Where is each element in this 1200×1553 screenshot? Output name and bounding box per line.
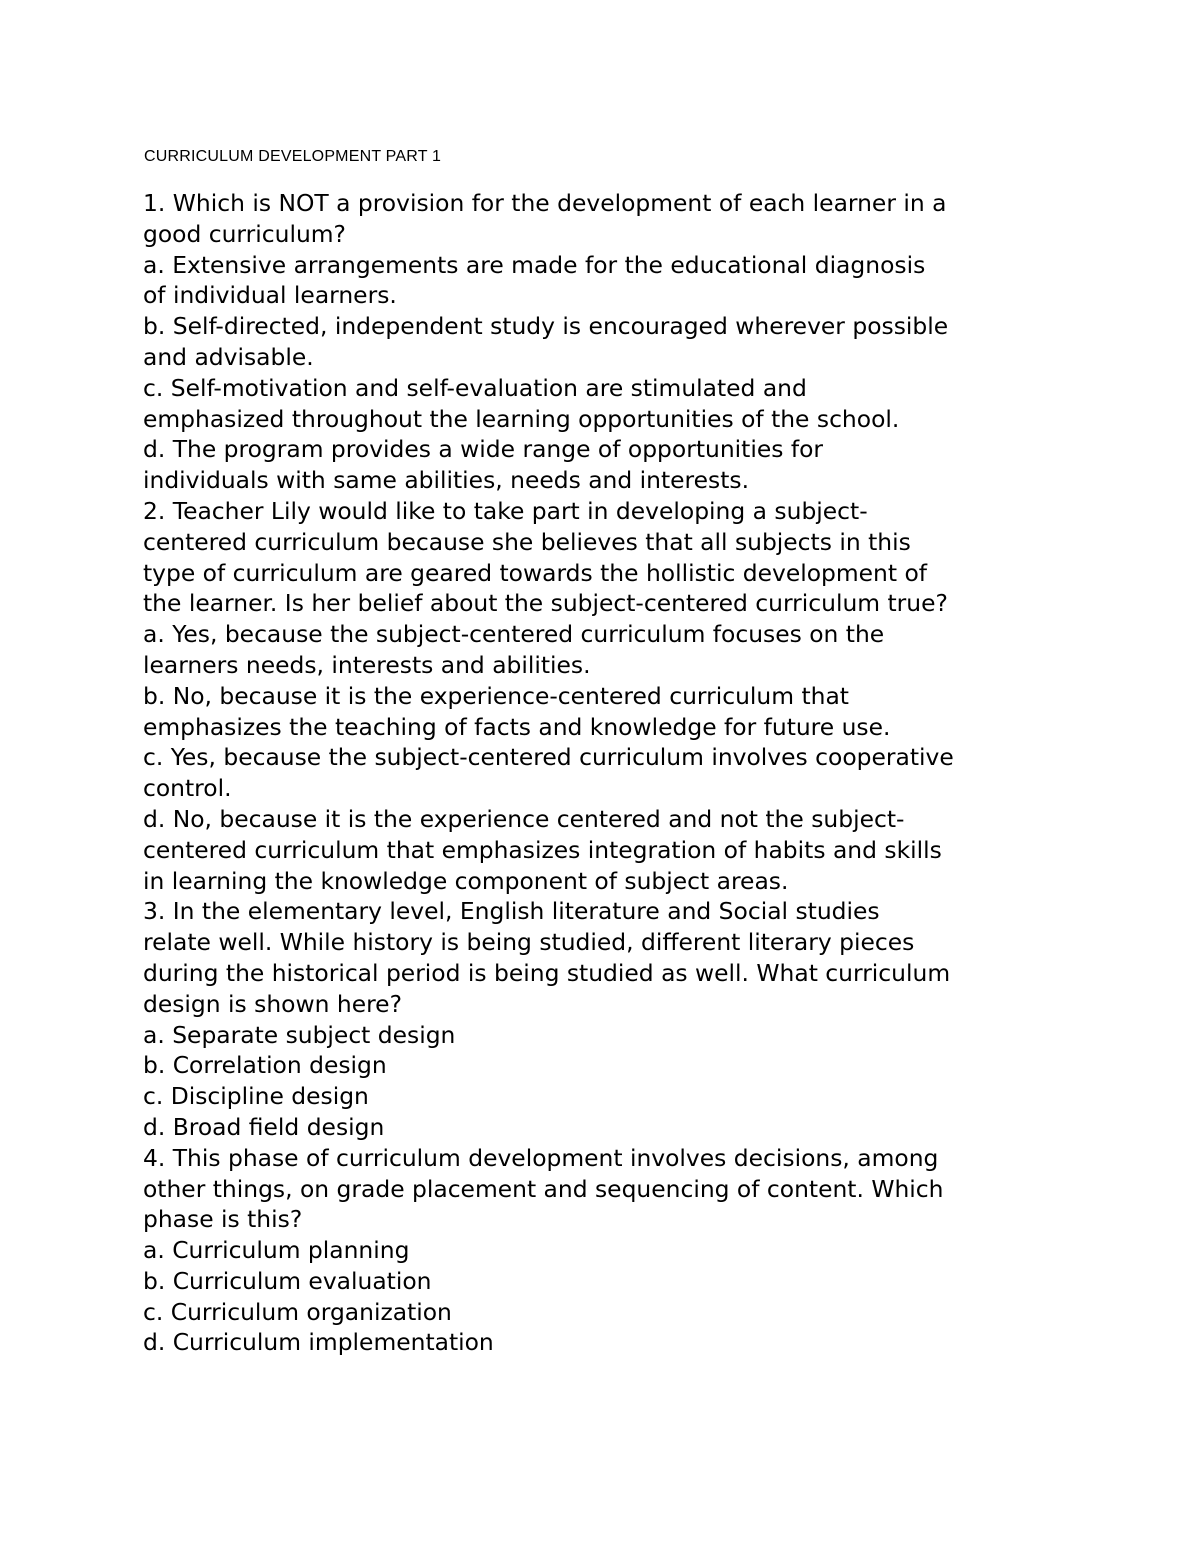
- question-3-option-d: d. Broad field design: [143, 1112, 385, 1141]
- question-2-option-a-line-2: learners needs, interests and abilities.: [143, 650, 591, 679]
- question-3-option-c: c. Discipline design: [143, 1082, 369, 1111]
- question-4-option-d: d. Curriculum implementation: [143, 1328, 494, 1357]
- question-4-line-2: other things, on grade placement and sequencing of content. Which: [143, 1174, 944, 1203]
- question-2-line-1: 2. Teacher Lily would like to take part in developing a subject-: [143, 496, 868, 525]
- question-2-line-4: the learner. Is her belief about the subject-centered curriculum true?: [143, 589, 948, 618]
- question-4-option-c: c. Curriculum organization: [143, 1297, 452, 1326]
- document-title: CURRICULUM DEVELOPMENT PART 1: [144, 148, 442, 165]
- question-1-line-1: 1. Which is NOT a provision for the development of each learner in a: [143, 189, 947, 217]
- question-2-option-d-line-2: centered curriculum that emphasizes integration of habits and skills: [143, 835, 942, 864]
- question-1-line-2: good curriculum?: [143, 219, 346, 248]
- question-2-option-a-line-1: a. Yes, because the subject-centered curriculum focuses on the: [143, 620, 885, 649]
- question-1-option-a-line-2: of individual learners.: [143, 281, 397, 310]
- question-3-line-3: during the historical period is being studied as well. What curriculum: [143, 958, 951, 987]
- question-3-line-2: relate well. While history is being studied, different literary pieces: [143, 928, 915, 957]
- question-2-option-b-line-1: b. No, because it is the experience-centered curriculum that: [143, 681, 849, 710]
- question-3-line-4: design is shown here?: [143, 989, 402, 1018]
- question-1-option-d-line-2: individuals with same abilities, needs and interests.: [143, 466, 749, 495]
- question-4-line-1: 4. This phase of curriculum development involves decisions, among: [143, 1143, 939, 1172]
- question-2-option-c-line-1: c. Yes, because the subject-centered curriculum involves cooperative: [143, 743, 954, 772]
- question-3-option-a: a. Separate subject design: [143, 1020, 456, 1049]
- question-1-option-b-line-1: b. Self-directed, independent study is encouraged wherever possible: [143, 312, 949, 341]
- question-2-line-3: type of curriculum are geared towards the hollistic development of: [143, 558, 928, 587]
- question-1-option-b-line-2: and advisable.: [143, 342, 314, 371]
- question-2-option-b-line-2: emphasizes the teaching of facts and knowledge for future use.: [143, 712, 891, 741]
- question-2-option-c-line-2: control.: [143, 774, 232, 803]
- question-4-line-3: phase is this?: [143, 1205, 303, 1234]
- question-1-option-a-line-1: a. Extensive arrangements are made for the educational diagnosis: [143, 250, 926, 279]
- question-4-option-b: b. Curriculum evaluation: [143, 1266, 432, 1295]
- question-2-option-d-line-1: d. No, because it is the experience centered and not the subject-: [143, 804, 905, 833]
- question-3-option-b: b. Correlation design: [143, 1051, 387, 1080]
- question-1-option-c-line-1: c. Self-motivation and self-evaluation are stimulated and: [143, 373, 807, 402]
- document-body: [143, 188, 1073, 1358]
- question-2-option-d-line-3: in learning the knowledge component of subject areas.: [143, 866, 789, 895]
- question-1-option-d-line-1: d. The program provides a wide range of opportunities for: [143, 435, 823, 464]
- question-3-line-1: 3. In the elementary level, English literature and Social studies: [143, 897, 880, 926]
- question-2-line-2: centered curriculum because she believes that all subjects in this: [143, 527, 911, 556]
- question-4-option-a: a. Curriculum planning: [143, 1236, 410, 1265]
- question-1-option-c-line-2: emphasized throughout the learning opportunities of the school.: [143, 404, 900, 433]
